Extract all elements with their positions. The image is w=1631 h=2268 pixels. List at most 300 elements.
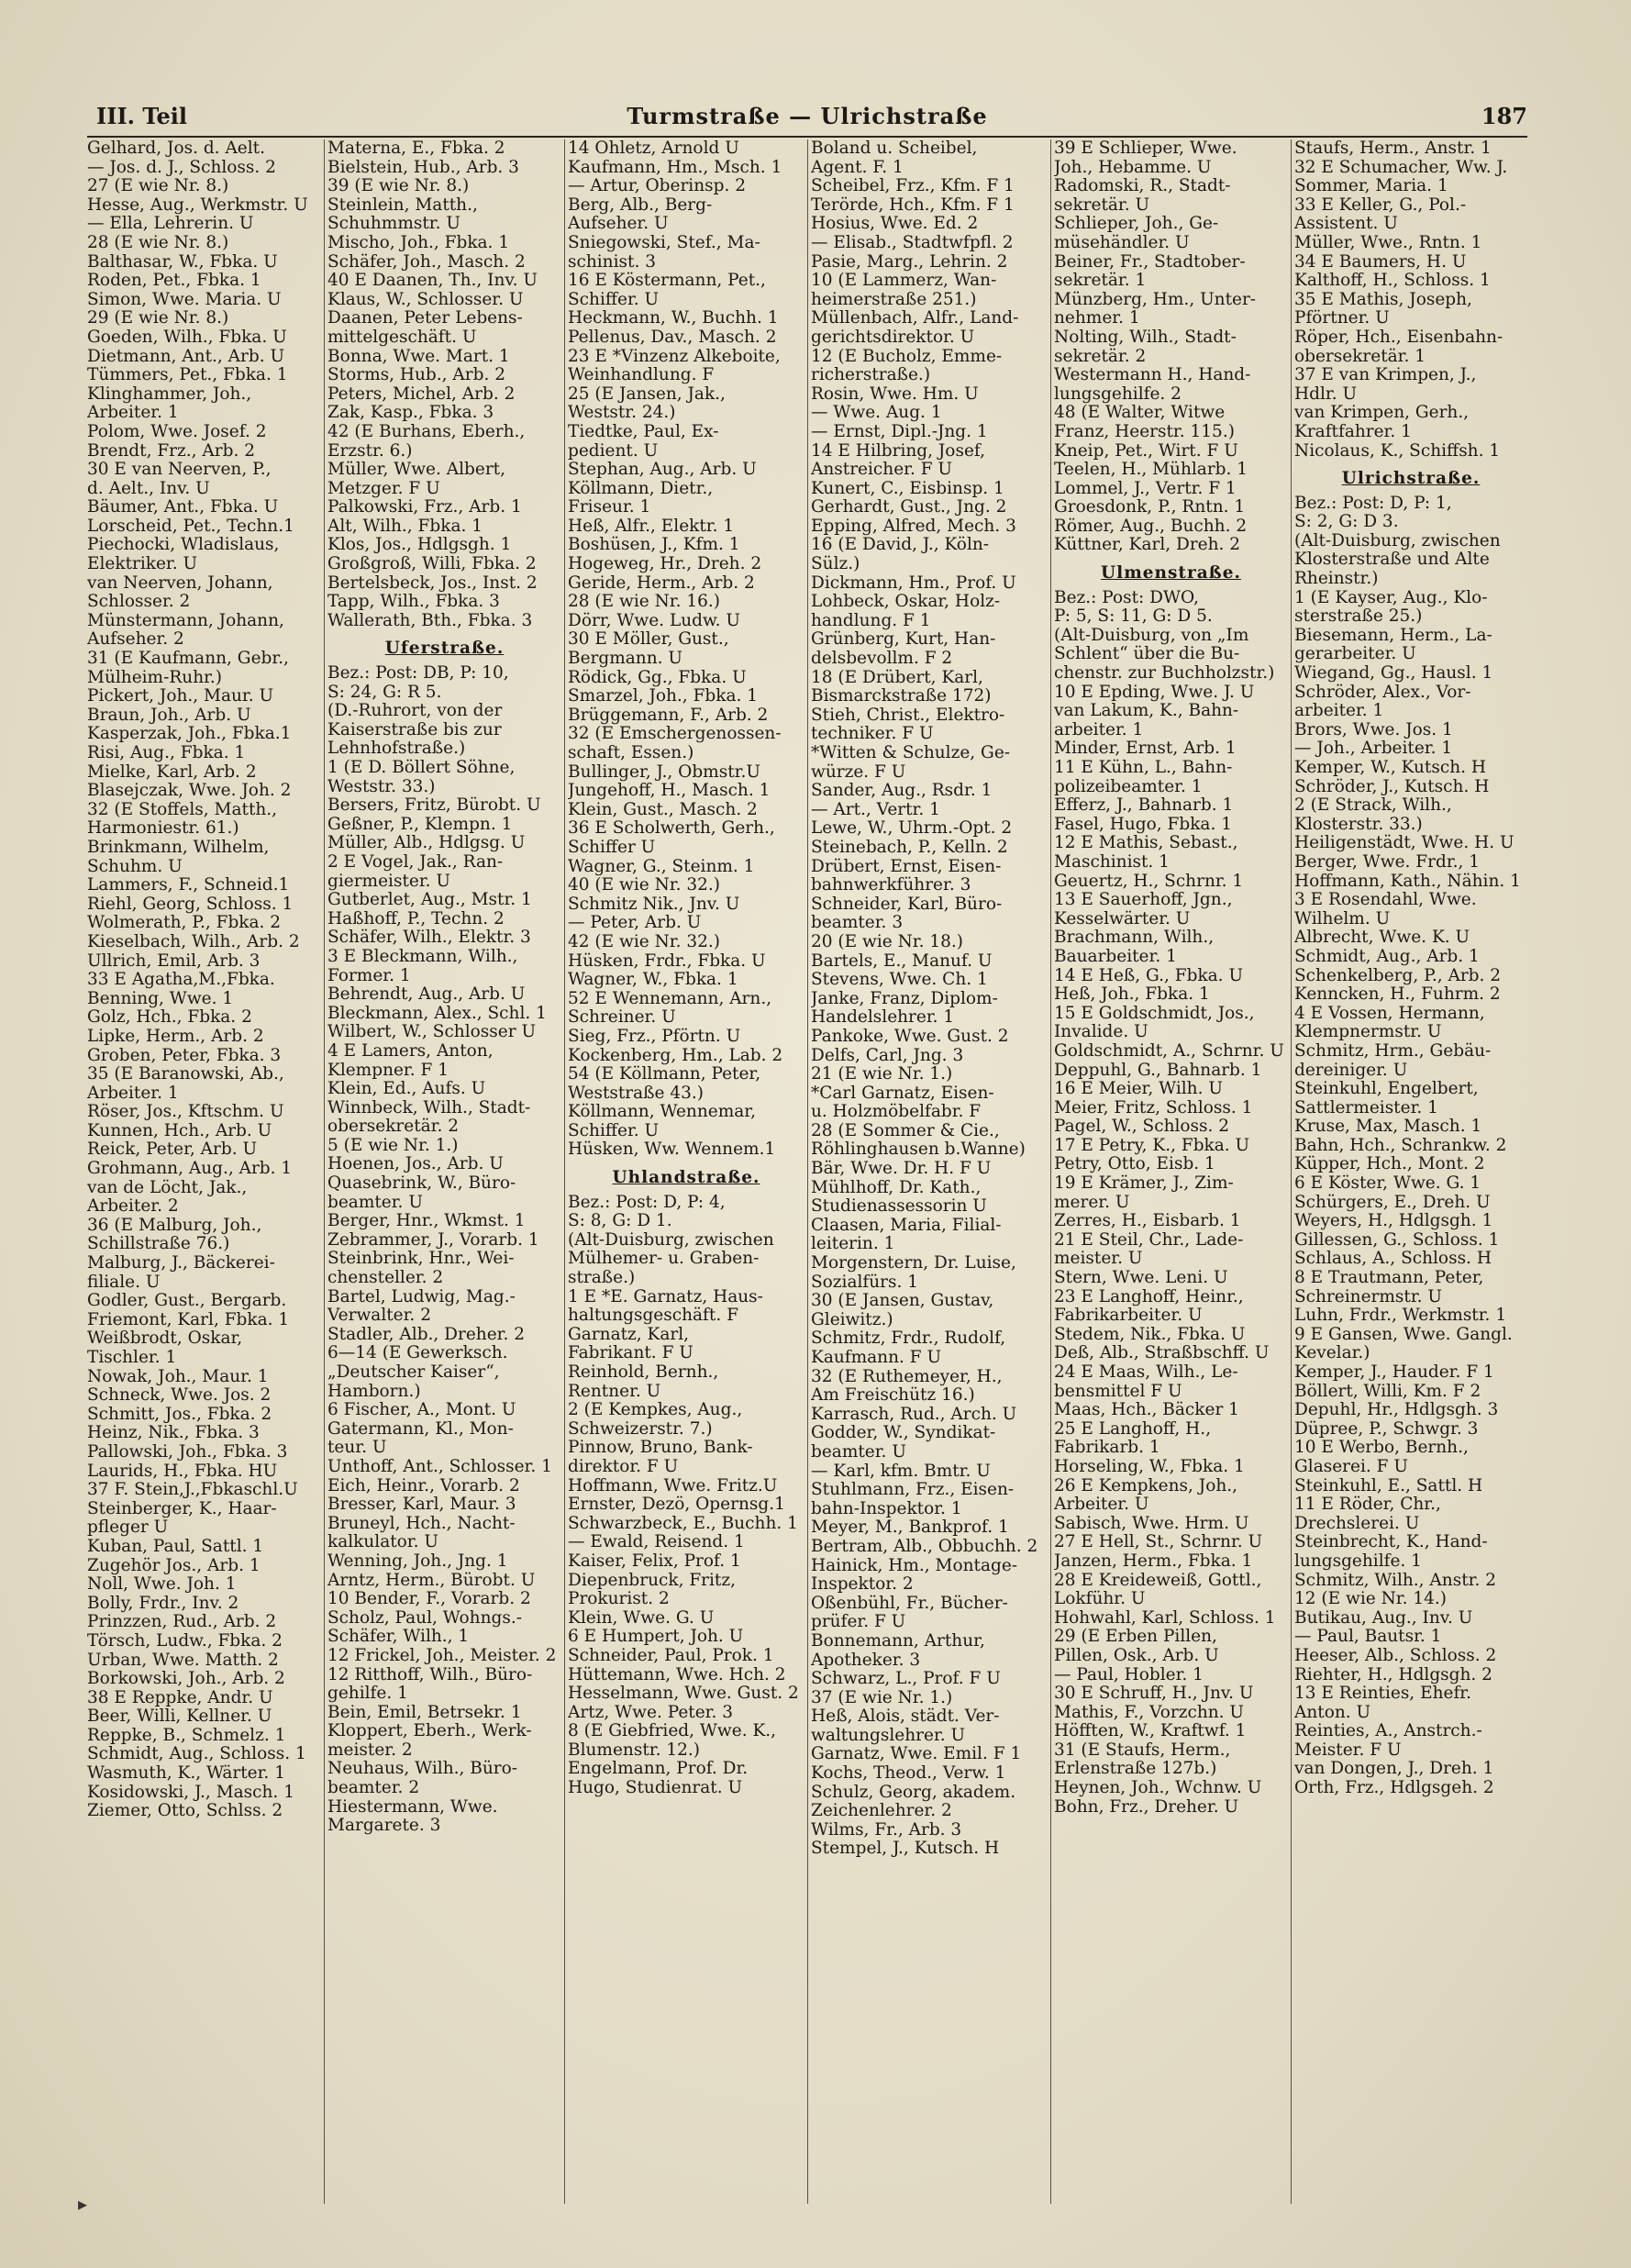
directory-line: Heß, Joh., Fbka. 1	[1054, 985, 1210, 1005]
directory-line: Efferz, J., Bahnarb. 1	[1054, 796, 1234, 816]
directory-line: Aufseher. U	[568, 215, 669, 234]
directory-line: Sülz.)	[811, 555, 860, 574]
directory-line: Fasel, Hugo, Fbka. 1	[1054, 815, 1232, 834]
directory-line: Agent. F. 1	[811, 158, 904, 177]
directory-line: Hoenen, Jos., Arb. U	[327, 1155, 504, 1174]
directory-line: Schlent“ über die Bu-	[1054, 645, 1240, 664]
directory-line: 12 Ritthoff, Wilh., Büro-	[327, 1665, 533, 1684]
directory-line: Reppke, B., Schmelz. 1	[87, 1726, 286, 1745]
directory-line: Weststr. 24.)	[568, 404, 676, 423]
column-2	[327, 139, 561, 2204]
directory-line: Zebrammer, J., Vorarb. 1	[327, 1230, 539, 1250]
directory-line: Kuban, Paul, Sattl. 1	[87, 1537, 264, 1556]
directory-line: sekretär. U	[1054, 195, 1150, 215]
directory-line: Goldschmidt, A., Schrnr. U	[1054, 1041, 1284, 1061]
directory-line: Dörr, Wwe. Ludw. U	[568, 611, 740, 630]
directory-line: Schäfer, Wilh., Elektr. 3	[327, 928, 531, 948]
directory-line: Noll, Wwe. Joh. 1	[87, 1575, 237, 1595]
directory-line: Gleiwitz.)	[811, 1310, 893, 1329]
directory-line: Hogeweg, Hr., Dreh. 2	[568, 555, 762, 574]
directory-line: 21 (E wie Nr. 1.)	[811, 1065, 953, 1084]
directory-line: 37 F. Stein,J.,Fbkaschl.U	[87, 1481, 298, 1500]
directory-line: Wenning, Joh., Jng. 1	[327, 1551, 508, 1571]
directory-line: 12 (E wie Nr. 14.)	[1294, 1590, 1448, 1609]
directory-line: Bolly, Frdr., Inv. 2	[87, 1594, 239, 1613]
directory-line: Steinlein, Matth.,	[327, 195, 478, 215]
directory-line: Weinhandlung. F	[568, 366, 715, 385]
directory-line: Schlieper, Joh., Ge-	[1054, 215, 1219, 234]
directory-line: Bergmann. U	[568, 650, 682, 669]
directory-line: Borkowski, Joh., Arb. 2	[87, 1670, 285, 1689]
directory-line: 14 Ohletz, Arnold U	[568, 139, 739, 158]
directory-line: Pagel, W., Schloss. 2	[1054, 1117, 1230, 1137]
directory-line: Lommel, J., Vertr. F 1	[1054, 479, 1237, 498]
directory-line: beamter. U	[811, 1442, 906, 1462]
directory-line: Kemper, J., Hauder. F 1	[1294, 1363, 1494, 1382]
directory-line: Sieg, Frz., Pförtn. U	[568, 1027, 741, 1046]
directory-line: Bismarckstraße 172)	[811, 687, 992, 706]
directory-line: Mülhemer- u. Graben-	[568, 1250, 760, 1269]
directory-line: d. Aelt., Inv. U	[87, 479, 210, 498]
directory-line: Harmoniestr. 61.)	[87, 819, 239, 839]
directory-line: Engelmann, Prof. Dr.	[568, 1760, 749, 1779]
directory-line: Grohmann, Aug., Arb. 1	[87, 1160, 293, 1179]
directory-line: Arbeiter. 2	[87, 1197, 179, 1217]
directory-line: Pasie, Marg., Lehrin. 2	[811, 252, 1008, 272]
directory-line: Bullinger, J., Obmstr.U	[568, 762, 760, 782]
directory-line: Schlosser. 2	[87, 593, 191, 612]
directory-line: Brendt, Frz., Arb. 2	[87, 441, 255, 461]
directory-line: Pallowski, Joh., Fbka. 3	[87, 1442, 288, 1462]
directory-line: Schwarzbeck, E., Buchh. 1	[568, 1514, 798, 1533]
directory-line: Lammers, F., Schneid.1	[87, 876, 290, 895]
directory-line: Klaus, W., Schlosser. U	[327, 290, 524, 309]
directory-line: 40 E Daanen, Th., Inv. U	[327, 272, 538, 291]
directory-line: Daanen, Peter Lebens-	[327, 309, 523, 328]
directory-line: 6 Fischer, A., Mont. U	[327, 1401, 516, 1420]
directory-line: Wilbert, W., Schlosser U	[327, 1023, 537, 1042]
directory-line: Weststraße 43.)	[568, 1084, 705, 1103]
directory-line: — Ernst, Dipl.-Jng. 1	[811, 422, 988, 441]
directory-line: Klein, Gust., Masch. 2	[568, 800, 758, 819]
directory-line: Arbeiter. 1	[87, 404, 179, 423]
directory-line: Steinebach, P., Kelln. 2	[811, 838, 1008, 857]
directory-line: Erzstr. 6.)	[327, 441, 413, 461]
directory-line: Prokurist. 2	[568, 1590, 670, 1609]
directory-line: 54 (E Köllmann, Peter,	[568, 1065, 761, 1084]
directory-line: Behrendt, Aug., Arb. U	[327, 985, 526, 1005]
directory-line: 28 E Kreideweiß, Gottl.,	[1054, 1571, 1262, 1590]
directory-line: (Alt-Duisburg, von „Im	[1054, 626, 1249, 645]
directory-line: giermeister. U	[327, 872, 450, 891]
directory-line: Peters, Michel, Arb. 2	[327, 384, 516, 404]
directory-line: Laurids, H., Fbka. HU	[87, 1462, 278, 1481]
directory-line: Meyer, M., Bankprof. 1	[811, 1518, 1009, 1538]
directory-line: Verwalter. 2	[327, 1306, 431, 1326]
directory-line: Janke, Franz, Diplom-	[811, 989, 998, 1008]
column-3	[568, 139, 804, 2204]
directory-line: 30 (E Jansen, Gustav,	[811, 1292, 994, 1311]
directory-line: Handelslehrer. 1	[811, 1008, 955, 1028]
column-divider	[1291, 139, 1292, 2204]
directory-line: Wagner, W., Fbka. 1	[568, 971, 738, 990]
directory-line: Stieh, Christ., Elektro-	[811, 706, 1005, 725]
directory-line: 32 (E Ruthemeyer, H.,	[811, 1367, 1003, 1386]
directory-line: Claasen, Maria, Filial-	[811, 1216, 1002, 1235]
directory-line: Kaufmann. F U	[811, 1349, 942, 1367]
directory-line: 28 (E wie Nr. 8.)	[87, 233, 229, 252]
directory-line: Anstreicher. F U	[811, 461, 953, 480]
directory-line: bensmittel F U	[1054, 1382, 1182, 1401]
directory-line: Schneck, Wwe. Jos. 2	[87, 1386, 272, 1406]
directory-line: Heiligenstädt, Wwe. H. U	[1294, 834, 1514, 853]
directory-line: Riehter, H., Hdlgsgh. 2	[1294, 1665, 1492, 1684]
directory-line: Rheinstr.)	[1294, 570, 1379, 589]
directory-line: 16 E Meier, Wilh. U	[1054, 1080, 1223, 1099]
directory-line: Pförtner. U	[1294, 309, 1390, 328]
directory-line: Scholz, Paul, Wohngs.-	[327, 1608, 522, 1628]
directory-line: Römer, Aug., Buchh. 2	[1054, 517, 1248, 536]
directory-line: 31 (E Kaufmann, Gebr.,	[87, 650, 289, 669]
directory-line: Orth, Frz., Hdlgsgeh. 2	[1294, 1779, 1494, 1798]
directory-line: Kochs, Theod., Verw. 1	[811, 1764, 1006, 1784]
directory-line: Klos, Jos., Hdlgsgh. 1	[327, 536, 512, 555]
directory-line: 36 (E Malburg, Joh.,	[87, 1216, 262, 1235]
directory-line: 31 (E Staufs, Herm.,	[1054, 1740, 1231, 1760]
directory-line: Artz, Wwe. Peter. 3	[568, 1703, 733, 1722]
directory-line: Berger, Wwe. Frdr., 1	[1294, 852, 1481, 872]
directory-line: 26 E Kempkens, Joh.,	[1054, 1476, 1238, 1495]
directory-line: 25 (E Jansen, Jak.,	[568, 384, 726, 404]
directory-line: 10 E Epding, Wwe. J. U	[1054, 683, 1255, 702]
directory-line: Joh., Hebamme. U	[1054, 158, 1212, 177]
directory-line: Zerres, H., Eisbarb. 1	[1054, 1212, 1241, 1231]
directory-line: Westermann H., Hand-	[1054, 366, 1251, 385]
directory-line: 39 E Schlieper, Wwe.	[1054, 139, 1237, 158]
directory-line: Schwarz, L., Prof. F U	[811, 1670, 1001, 1689]
directory-line: Bez.: Post: DB, P: 10,	[327, 664, 509, 684]
directory-line: 21 E Steil, Chr., Lade-	[1054, 1230, 1244, 1250]
directory-line: Scheibel, Frz., Kfm. F 1	[811, 177, 1015, 196]
directory-line: 18 (E Drübert, Karl,	[811, 668, 983, 687]
directory-line: techniker. F U	[811, 725, 934, 744]
directory-line: Garnatz, Karl,	[568, 1325, 690, 1344]
directory-line: Teelen, H., Mühlarb. 1	[1054, 461, 1248, 480]
directory-line: Mühlhoff, Dr. Kath.,	[811, 1178, 982, 1197]
directory-line: Hoffmann, Kath., Nähin. 1	[1294, 872, 1521, 891]
street-heading: Uhlandstraße.	[612, 1169, 760, 1188]
directory-line: Goeden, Wilh., Fbka. U	[87, 328, 287, 347]
directory-line: Risi, Aug., Fbka. 1	[87, 744, 246, 762]
directory-line: Schiffer U	[568, 838, 656, 857]
directory-line: Bonnemann, Arthur,	[811, 1631, 985, 1651]
directory-line: Studienassessorin U	[811, 1197, 987, 1217]
directory-line: Lokführ. U	[1054, 1590, 1146, 1609]
directory-line: Morgenstern, Dr. Luise,	[811, 1254, 1016, 1273]
directory-line: Schuhm. U	[87, 857, 183, 876]
directory-line: 35 (E Baranowski, Ab.,	[87, 1065, 284, 1084]
directory-line: 4 E Lamers, Anton,	[327, 1041, 494, 1061]
directory-line: Bartels, E., Manuf. U	[811, 951, 993, 971]
directory-line: Winnbeck, Wilh., Stadt-	[327, 1098, 531, 1117]
directory-line: 30 E Schruff, H., Jnv. U	[1054, 1684, 1254, 1704]
directory-line: Heß, Alois, städt. Ver-	[811, 1707, 1000, 1727]
directory-line: Schneider, Karl, Büro-	[811, 895, 1003, 914]
directory-line: Mathis, F., Vorzchn. U	[1054, 1703, 1245, 1722]
directory-line: schaft, Essen.)	[568, 744, 694, 762]
street-heading: Ulrichstraße.	[1341, 470, 1481, 489]
directory-line: Schäfer, Wilh., 1	[327, 1628, 470, 1647]
directory-line: 37 (E wie Nr. 1.)	[811, 1688, 953, 1707]
directory-line: direktor. F U	[568, 1457, 679, 1476]
directory-line: handlung. F 1	[811, 611, 931, 630]
directory-line: 52 E Wennemann, Arn.,	[568, 989, 772, 1008]
directory-line: 6 E Humpert, Joh. U	[568, 1628, 744, 1647]
directory-line: Wolmerath, P., Fbka. 2	[87, 914, 282, 933]
directory-line: lungsgehilfe. 1	[1294, 1551, 1422, 1571]
directory-line: Maschinist. 1	[1054, 852, 1170, 872]
directory-line: Münstermann, Johann,	[87, 611, 284, 630]
directory-line: 23 E Langhoff, Heinr.,	[1054, 1287, 1244, 1306]
directory-line: Aufseher. 2	[87, 630, 184, 650]
directory-line: Schröder, Alex., Vor-	[1294, 683, 1471, 702]
directory-line: Hoffmann, Wwe. Fritz.U	[568, 1476, 778, 1495]
directory-line: Pellenus, Dav., Masch. 2	[568, 328, 777, 347]
directory-line: Bertelsbeck, Jos., Inst. 2	[327, 573, 538, 593]
directory-line: 30 E van Neerven, P.,	[87, 461, 272, 480]
directory-line: Sattlermeister. 1	[1294, 1098, 1438, 1117]
directory-line: S: 8, G: D 1.	[568, 1212, 672, 1231]
directory-line: — Artur, Oberinsp. 2	[568, 177, 747, 196]
directory-line: Brachmann, Wilh.,	[1054, 928, 1215, 948]
directory-line: Bonna, Wwe. Mart. 1	[327, 347, 510, 366]
directory-line: Klosterstr. 33.)	[1294, 815, 1423, 834]
directory-line: Stern, Wwe. Leni. U	[1054, 1269, 1228, 1288]
directory-line: Rosin, Wwe. Hm. U	[811, 384, 979, 404]
directory-line: P: 5, S: 11, G: D 5.	[1054, 607, 1213, 627]
directory-line: Riehl, Georg, Schloss. 1	[87, 895, 294, 914]
directory-line: Kenncken, H., Fuhrm. 2	[1294, 985, 1501, 1005]
directory-line: van Dongen, J., Dreh. 1	[1294, 1760, 1494, 1779]
directory-line: Quasebrink, W., Büro-	[327, 1174, 516, 1194]
directory-line: 14 E Heß, G., Fbka. U	[1054, 966, 1244, 985]
directory-line: — Jos. d. J., Schloss. 2	[87, 158, 276, 177]
directory-line: Bäumer, Ant., Fbka. U	[87, 498, 279, 517]
directory-line: Hiestermann, Wwe.	[327, 1797, 498, 1817]
directory-line: Heckmann, W., Buchh. 1	[568, 309, 779, 328]
directory-line: 32 E Schumacher, Ww. J.	[1294, 158, 1508, 177]
directory-line: Albrecht, Wwe. K. U	[1294, 928, 1470, 948]
directory-line: u. Holzmöbelfabr. F	[811, 1103, 982, 1122]
directory-line: Zeichenlehrer. 2	[811, 1802, 952, 1821]
directory-line: Delfs, Carl, Jng. 3	[811, 1046, 964, 1065]
directory-line: Weststr. 33.)	[327, 777, 436, 796]
directory-line: Epping, Alfred, Mech. 3	[811, 517, 1016, 536]
directory-line: 19 E Krämer, J., Zim-	[1054, 1174, 1234, 1194]
directory-line: gerichtsdirektor. U	[811, 328, 975, 347]
directory-line: Eich, Heinr., Vorarb. 2	[327, 1476, 520, 1495]
directory-line: Boland u. Scheibel,	[811, 139, 978, 158]
directory-line: 9 E Gansen, Wwe. Gangl.	[1294, 1325, 1513, 1344]
directory-line: Friseur. 1	[568, 498, 651, 517]
directory-line: 17 E Petry, K., Fbka. U	[1054, 1136, 1250, 1155]
directory-line: Kevelar.)	[1294, 1344, 1370, 1363]
column-divider	[807, 139, 808, 2204]
directory-line: teur. U	[327, 1439, 387, 1458]
directory-line: Kosidowski, J., Masch. 1	[87, 1783, 294, 1802]
directory-line: Kloppert, Eberh., Werk-	[327, 1722, 532, 1741]
directory-line: Wilms, Fr., Arb. 3	[811, 1820, 962, 1840]
directory-line: Klinghammer, Joh.,	[87, 384, 252, 404]
directory-line: Bez.: Post: D, P: 1,	[1294, 494, 1452, 513]
directory-line: Fabrikant. F U	[568, 1344, 693, 1363]
directory-line: 11 E Kühn, L., Bahn-	[1054, 759, 1233, 777]
directory-line: beamter. 2	[327, 1779, 420, 1798]
directory-line: 29 (E wie Nr. 8.)	[87, 309, 229, 328]
directory-line: Kraftfahrer. 1	[1294, 422, 1412, 441]
directory-line: Stephan, Aug., Arb. U	[568, 461, 757, 480]
directory-line: Kockenberg, Hm., Lab. 2	[568, 1046, 783, 1065]
directory-line: Storms, Hub., Arb. 2	[327, 366, 505, 385]
column-6	[1294, 139, 1527, 2204]
directory-line: Materna, E., Fbka. 2	[327, 139, 505, 158]
directory-line: Bresser, Karl, Maur. 3	[327, 1495, 516, 1515]
directory-line: Stevens, Wwe. Ch. 1	[811, 971, 988, 990]
directory-line: Beiner, Fr., Stadtober-	[1054, 252, 1246, 272]
directory-line: Terörde, Hch., Kfm. F 1	[811, 195, 1015, 215]
directory-line: 33 E Agatha,M.,Fbka.	[87, 971, 275, 990]
directory-line: Elektriker. U	[87, 555, 198, 574]
directory-line: 12 (E Bucholz, Emme-	[811, 347, 1003, 366]
directory-line: Butikau, Aug., Inv. U	[1294, 1608, 1473, 1628]
directory-line: Glaserei. F U	[1294, 1457, 1408, 1476]
directory-line: Lewe, W., Uhrm.-Opt. 2	[811, 819, 1013, 839]
directory-line: Schlaus, A., Schloss. H	[1294, 1250, 1492, 1269]
directory-line: van Krimpen, Gerh.,	[1294, 404, 1470, 423]
directory-line: Schmitz, Wilh., Anstr. 2	[1294, 1571, 1496, 1590]
directory-line: Bahn, Hch., Schrankw. 2	[1294, 1136, 1507, 1155]
directory-line: waltungslehrer. U	[811, 1726, 966, 1745]
directory-line: Ullrich, Emil, Arb. 3	[87, 951, 261, 971]
directory-line: Piechocki, Wladislaus,	[87, 536, 280, 555]
directory-line: — Art., Vertr. 1	[811, 800, 940, 819]
directory-line: Franz, Heerstr. 115.)	[1054, 422, 1235, 441]
directory-line: Küttner, Karl, Dreh. 2	[1054, 536, 1241, 555]
directory-line: Oßenbühl, Fr., Bücher-	[811, 1594, 1008, 1613]
directory-line: — Paul, Hobler. 1	[1054, 1665, 1204, 1684]
directory-line: *Carl Garnatz, Eisen-	[811, 1084, 994, 1103]
directory-line: Schmidt, Aug., Arb. 1	[1294, 947, 1480, 966]
directory-line: Metzger. F U	[327, 479, 440, 498]
directory-line: Sommer, Maria. 1	[1294, 177, 1448, 196]
directory-line: Klein, Ed., Aufs. U	[327, 1080, 486, 1099]
directory-line: mittelgeschäft. U	[327, 328, 477, 347]
directory-line: 35 E Mathis, Joseph,	[1294, 290, 1472, 309]
directory-line: Godder, W., Syndikat-	[811, 1424, 996, 1443]
directory-line: Grünberg, Kurt, Han-	[811, 630, 996, 650]
directory-line: 39 (E wie Nr. 8.)	[327, 177, 470, 196]
directory-line: 6 E Köster, Wwe. G. 1	[1294, 1174, 1481, 1194]
directory-line: Staufs, Herm., Anstr. 1	[1294, 139, 1492, 158]
section-label: III. Teil	[96, 103, 187, 129]
directory-line: Hamborn.)	[327, 1382, 421, 1401]
directory-line: 2 (E Strack, Wilh.,	[1294, 796, 1452, 816]
directory-line: 10 E Werbo, Bernh.,	[1294, 1439, 1469, 1458]
directory-line: Kesselwärter. U	[1054, 909, 1191, 928]
column-divider	[564, 139, 565, 2204]
directory-line: Drechslerei. U	[1294, 1514, 1420, 1533]
directory-line: 34 E Baumers, H. U	[1294, 252, 1467, 272]
directory-line: straße.)	[568, 1269, 636, 1288]
directory-line: 1 (E Kayser, Aug., Klo-	[1294, 588, 1488, 607]
directory-line: Bauarbeiter. 1	[1054, 947, 1177, 966]
column-1	[87, 139, 321, 2204]
directory-line: kalkulator. U	[327, 1533, 438, 1552]
directory-line: Deß, Alb., Straßbschff. U	[1054, 1344, 1270, 1363]
directory-line: Groben, Peter, Fbka. 3	[87, 1046, 282, 1065]
directory-line: pfleger U	[87, 1518, 169, 1538]
directory-line: Former. 1	[327, 966, 411, 985]
directory-line: Münzberg, Hm., Unter-	[1054, 290, 1257, 309]
directory-line: Urban, Wwe. Matth. 2	[87, 1651, 279, 1670]
directory-line: Schürgers, E., Dreh. U	[1294, 1193, 1491, 1212]
directory-line: Lorscheid, Pet., Techn.1	[87, 517, 294, 536]
directory-line: Diepenbruck, Fritz,	[568, 1571, 736, 1590]
directory-line: 29 (E Erben Pillen,	[1054, 1628, 1217, 1647]
directory-line: Bleckmann, Alex., Schl. 1	[327, 1004, 547, 1023]
directory-line: Bez.: Post: D, P: 4,	[568, 1193, 726, 1212]
directory-line: 28 (E Sommer & Cie.,	[811, 1121, 1000, 1140]
directory-line: 8 (E Giebfried, Wwe. K.,	[568, 1722, 777, 1741]
directory-line: Hdlr. U	[1294, 384, 1358, 404]
directory-line: „Deutscher Kaiser“,	[327, 1363, 500, 1382]
directory-line: 23 E *Vinzenz Alkeboite,	[568, 347, 781, 366]
directory-line: Arntz, Herm., Bürobt. U	[327, 1571, 536, 1590]
directory-line: Minder, Ernst, Arb. 1	[1054, 739, 1237, 759]
directory-line: van de Löcht, Jak.,	[87, 1178, 248, 1197]
directory-line: chenstr. zur Buchholzstr.)	[1054, 664, 1275, 684]
directory-line: Margarete. 3	[327, 1817, 441, 1836]
directory-line: Kunnen, Hch., Arb. U	[87, 1121, 272, 1140]
directory-line: Dietmann, Ant., Arb. U	[87, 347, 285, 366]
directory-line: 5 (E wie Nr. 1.)	[327, 1136, 459, 1155]
directory-line: 13 E Reinties, Ehefr.	[1294, 1684, 1471, 1704]
directory-line: *Witten & Schulze, Ge-	[811, 744, 1011, 762]
directory-line: Küpper, Hch., Mont. 2	[1294, 1155, 1485, 1174]
directory-line: Schenkelberg, P., Arb. 2	[1294, 966, 1502, 985]
directory-line: Bär, Wwe. Dr. H. F U	[811, 1160, 992, 1179]
directory-line: Balthasar, W., Fbka. U	[87, 252, 278, 272]
directory-line: Luhn, Frdr., Werkmstr. 1	[1294, 1306, 1507, 1326]
directory-line: Biesemann, Herm., La-	[1294, 626, 1492, 645]
directory-line: richerstraße.)	[811, 366, 931, 385]
directory-line: 20 (E wie Nr. 18.)	[811, 932, 964, 951]
directory-line: 10 (E Lammerz, Wan-	[811, 272, 997, 291]
directory-line: Geßner, P., Klempn. 1	[327, 815, 513, 834]
directory-line: Bohn, Frz., Dreher. U	[1054, 1797, 1239, 1817]
directory-line: chensteller. 2	[327, 1269, 444, 1288]
directory-line: 37 E van Krimpen, J.,	[1294, 366, 1477, 385]
directory-line: beamter. 3	[811, 914, 904, 933]
directory-line: Müllenbach, Alfr., Land-	[811, 309, 1019, 328]
directory-line: Fabrikarb. 1	[1054, 1439, 1160, 1458]
directory-line: Wilhelm. U	[1294, 909, 1391, 928]
directory-line: van Neerven, Johann,	[87, 573, 273, 593]
directory-line: Steinbrink, Hnr., Wei-	[327, 1250, 515, 1269]
directory-line: Schmitz, Frdr., Rudolf,	[811, 1329, 1006, 1349]
directory-line: pedient. U	[568, 441, 659, 461]
directory-line: Reick, Peter, Arb. U	[87, 1140, 258, 1160]
